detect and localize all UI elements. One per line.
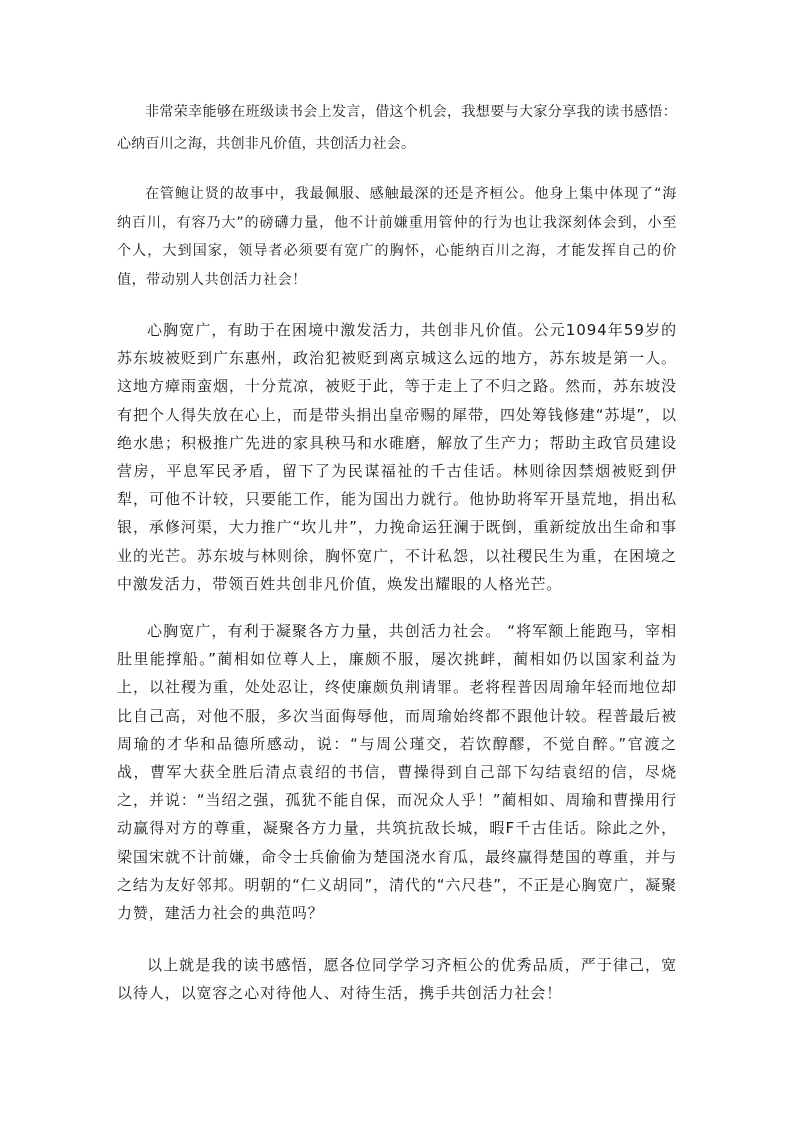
paragraph-conclusion: 以上就是我的读书感悟，愿各位同学学习齐桓公的优秀品质，严于律己，宽以待人，以宽容之心对待他人、对待生活，携手共创活力社会！ (117, 956, 677, 1003)
paragraph-intro: 非常荣幸能够在班级读书会上发言，借这个机会，我想要与大家分享我的读书感悟：心纳百川之海，共创非凡价值，共创活力社会。 (117, 104, 677, 152)
paragraph-lin-xiangru-zhou-yu: 心胸宽广，有利于凝聚各方力量，共创活力社会。 “将军额上能跑马，宰相肚里能撑船。”蔺相如位尊人上，廉颇不服，屡次挑衅，蔺相如仍以国家利益为上，以社稷为重，处处忍让，终使廉颇负荆请罪。老将程普因周瑜年轻而地位却比自己高，对他不服，多次当面侮辱他，而周瑜始终都不跟他计较。程普最后被周瑜的才华和品德所感动，说：“与周公瑾交，若饮醇醪，不觉自醉。”官渡之战，曹军大获全胜后清点袁绍的书信，曹操得到自己部下勾结袁绍的信，尽烧之，并说：“当绍之强，孤犹不能自保，而况众人乎！”蔺相如、周瑜和曹操用行动赢得对方的尊重，凝聚各方力量，共筑抗敌长城，暇F千古佳话。除此之外，梁国宋就不计前嫌，命令士兵偷偷为楚国浇水育瓜，最终赢得楚国的尊重，并与之结为友好邻邦。明朝的“仁义胡同”，清代的“六尺巷”，不正是心胸宽广，凝聚力赞，建活力社会的典范吗？ (117, 622, 677, 923)
document-page (117, 96, 677, 1008)
paragraph-qi-huangong: 在管鲍让贤的故事中，我最佩服、感触最深的还是齐桓公。他身上集中体现了“海纳百川，有容乃大”的磅礴力量，他不计前嫌重用管仲的行为也让我深刻体会到，小至个人，大到国家，领导者必须要有宽广的胸怀，心能纳百川之海，才能发挥自己的价值，带动别人共创活力社会！ (117, 186, 677, 288)
paragraph-su-dongpo-lin-zexu: 心胸宽广，有助于在困境中激发活力，共创非凡价值。公元1094年59岁的苏东坡被贬到广东惠州，政治犯被贬到离京城这么远的地方，苏东坡是第一人。这地方瘴雨蛮烟，十分荒凉，被贬于此，等于走上了不归之路。然而，苏东坡没有把个人得失放在心上，而是带头捐出皇帝赐的犀带，四处筹钱修建“苏堤”，以绝水患；积极推广先进的家具秧马和水碓磨，解放了生产力；帮助主政官员建设营房，平息军民矛盾，留下了为民谋福祉的千古佳话。林则徐因禁烟被贬到伊犁，可他不计较，只要能工作，能为国出力就行。他协助将军开垦荒地，捐出私银，承修河渠，大力推广“坎儿井”，力挽命运狂澜于既倒，重新绽放出生命和事业的光芒。苏东坡与林则徐，胸怀宽广，不计私怨，以社稷民生为重，在困境之中激发活力，带领百姓共创非凡价值，焕发出耀眼的人格光芒。 (117, 321, 677, 593)
